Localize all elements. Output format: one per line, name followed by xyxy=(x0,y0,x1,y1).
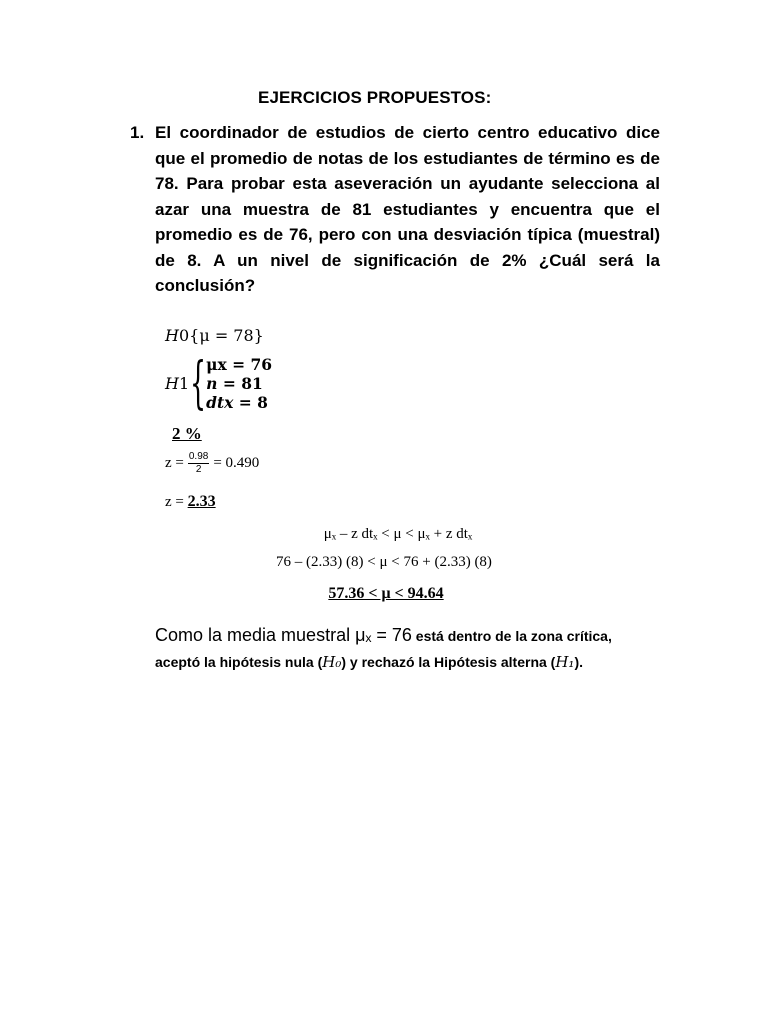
h0-subscript: 0 xyxy=(178,326,190,345)
h1-var: dtx xyxy=(206,393,234,412)
null-hypothesis xyxy=(165,326,264,345)
h1-value: = 8 xyxy=(233,393,268,412)
h0-content: μ = 78 xyxy=(199,326,254,345)
h1-subscript: 1 xyxy=(178,374,190,393)
z-fraction-result: = 0.490 xyxy=(213,455,260,471)
h1-var: μx xyxy=(206,355,227,374)
interval-formula: μₓ – z dtₓ < μ < μₓ + z dtₓ xyxy=(323,526,473,542)
h1-line xyxy=(206,355,272,374)
conclusion-part5: ). xyxy=(574,654,584,670)
z-prefix: z = xyxy=(165,455,184,471)
z-critical-value xyxy=(165,493,216,511)
interval-substitution: 76 – (2.33) (8) < μ < 76 + (2.33) (8) xyxy=(276,554,492,570)
h1-lines xyxy=(206,355,272,412)
problem-text: El coordinador de estudios de cierto centro educativo dice que el promedio de notas de los estudiantes de término es de 78. Para probar esta aseveración un ayudante selecciona al azar una muestra de 81 estudiantes y encuentra que el promedio es de 76, pero con una desviación típica (muestral) de 8. A un nivel de significación de 2% ¿Cuál será la conclusión? xyxy=(155,123,660,295)
h1-value: = 81 xyxy=(217,374,263,393)
h1-brace: { xyxy=(190,350,207,416)
z-value-prefix: z = xyxy=(165,494,188,510)
problem-number: 1. xyxy=(130,123,145,142)
h1-line xyxy=(206,393,272,412)
significance-level: 2 % xyxy=(172,424,202,443)
h1-label: H xyxy=(165,374,179,393)
conclusion-part3: aceptó la hipótesis nula ( xyxy=(155,654,323,670)
conclusion-h0: H₀ xyxy=(322,653,342,671)
problem-statement xyxy=(130,120,660,299)
h0-label: H xyxy=(165,326,179,345)
fraction xyxy=(188,451,209,476)
page-title: EJERCICIOS PROPUESTOS: xyxy=(258,88,492,107)
h0-open-brace: { xyxy=(189,326,200,345)
interval-result: 57.36 < μ < 94.64 xyxy=(328,585,444,602)
conclusion xyxy=(155,622,715,675)
conclusion-h1: H₁ xyxy=(555,653,575,671)
z-value: 2.33 xyxy=(187,493,216,510)
alternative-hypothesis xyxy=(165,350,273,416)
conclusion-part2: está dentro de la zona crítica, xyxy=(411,628,612,644)
z-fraction-equation xyxy=(165,451,259,476)
h1-line xyxy=(206,374,272,393)
h1-value: = 76 xyxy=(226,355,273,374)
conclusion-part4: ) y rechazó la Hipótesis alterna ( xyxy=(341,654,556,670)
h0-close-brace: } xyxy=(253,326,264,345)
conclusion-part1: Como la media muestral μₓ = 76 xyxy=(155,625,412,645)
h1-var: n xyxy=(206,374,218,393)
fraction-numerator: 0.98 xyxy=(188,451,209,462)
fraction-denominator: 2 xyxy=(195,464,202,475)
